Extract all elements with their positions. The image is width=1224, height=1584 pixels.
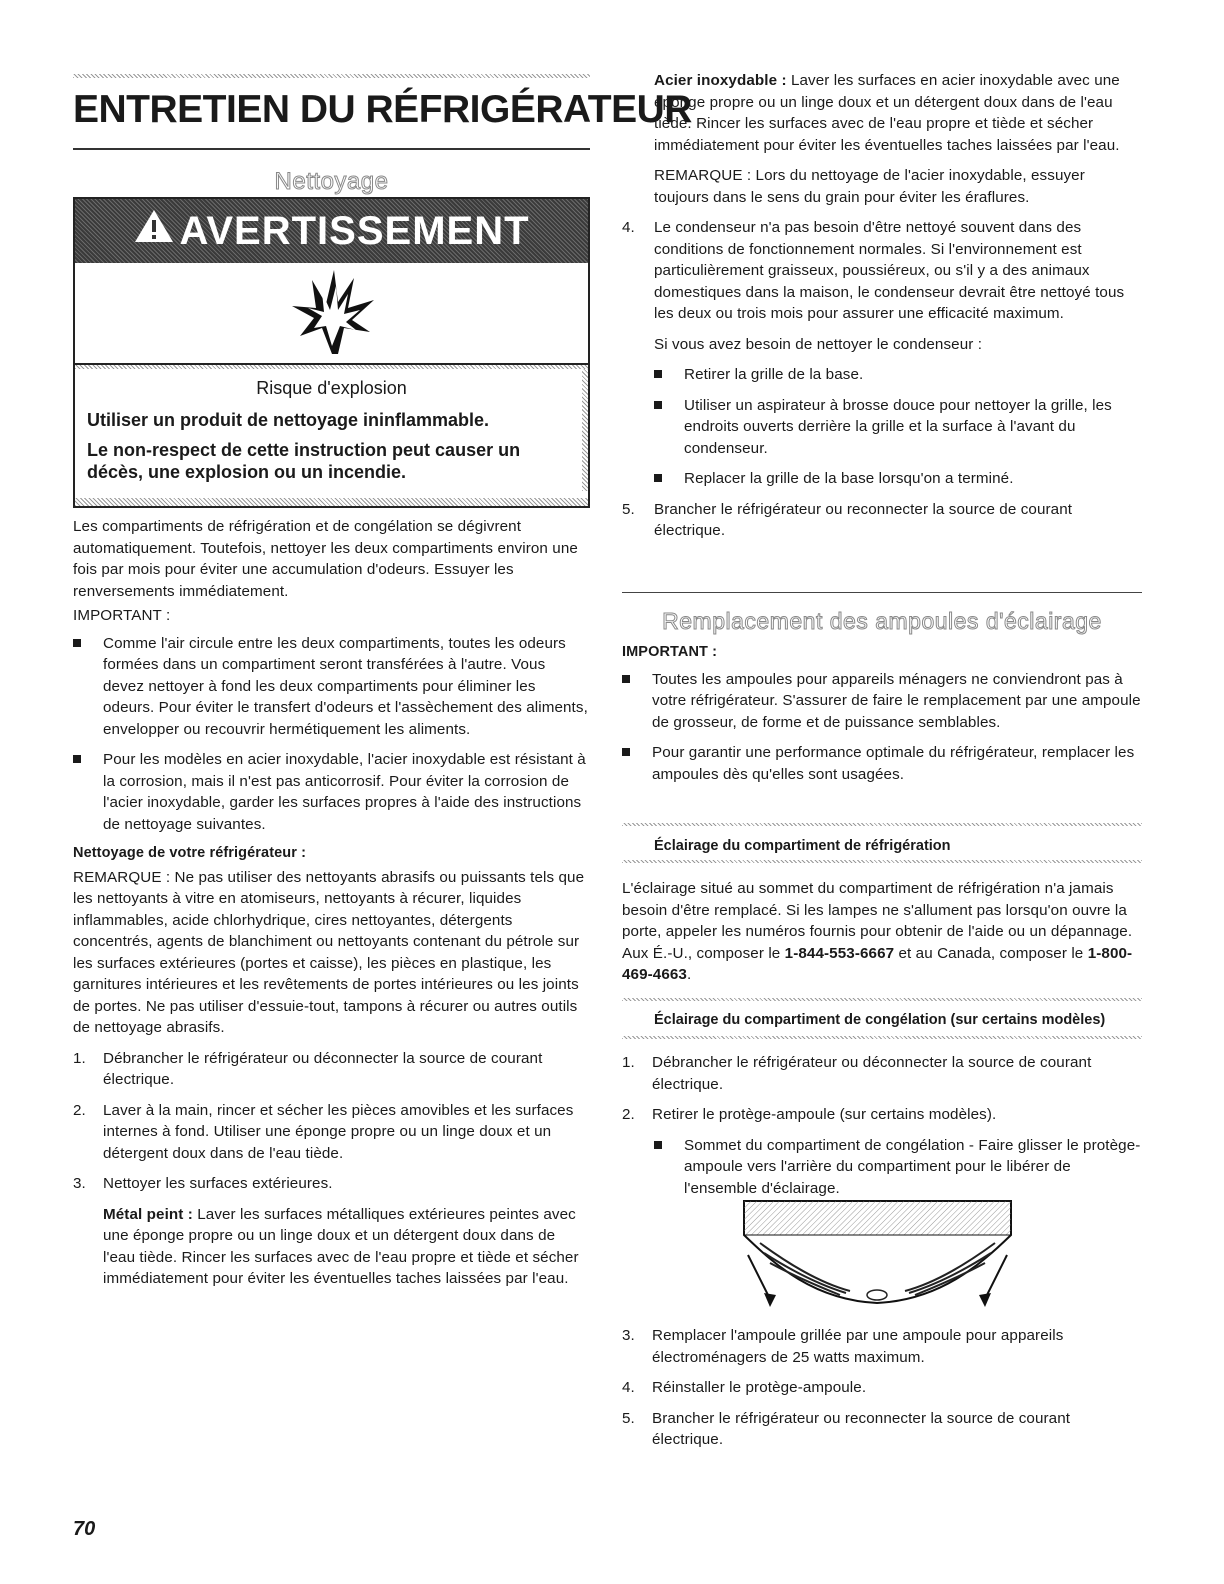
- warning-bottom-hatch: [75, 498, 588, 506]
- warning-line1: Utiliser un produit de nettoyage ininflammable.: [87, 410, 490, 430]
- metal-paragraph: [73, 1204, 590, 1290]
- bullet-text: Utiliser un aspirateur à brosse douce pour nettoyer la grille, les endroits ouverts derrière la grille et la surface à l'avant du condenseur.: [684, 396, 1112, 457]
- list-item: [622, 1325, 1142, 1368]
- list-item: [73, 633, 590, 741]
- list-item: [622, 669, 1142, 734]
- bullet-text: Pour garantir une performance optimale du réfrigérateur, remplacer les ampoules dès qu'elles sont usagées.: [652, 744, 1135, 783]
- list-item: [622, 742, 1142, 785]
- phone-us: 1-844-553-6667: [784, 944, 895, 962]
- step-number: 4.: [622, 1379, 635, 1396]
- step-number: 5.: [622, 1409, 635, 1427]
- warning-triangle-icon: [133, 208, 175, 254]
- warning-header: [75, 199, 588, 263]
- list-item: [622, 1377, 1142, 1399]
- step-number: 1.: [73, 1049, 86, 1067]
- fridge-light-text: L'éclairage situé au sommet du compartiment de réfrigération n'a jamais besoin d'être remplacé. Si les lampes ne s'allument pas lorsqu'on ouvre la porte, appeler les numéros fournis pour obtenir de l'aide ou un dépannage. Aux É.-U., composer le: [622, 880, 1133, 962]
- step-text: Débrancher le réfrigérateur ou déconnecter la source de courant électrique.: [103, 1049, 543, 1088]
- step-number: 1.: [622, 1054, 635, 1071]
- important-label: IMPORTANT :: [622, 644, 718, 660]
- freezer-light-rule-top: [622, 998, 1142, 1001]
- step-text: Remplacer l'ampoule grillée par une ampoule pour appareils électroménagers de 25 watts maximum.: [652, 1327, 1064, 1366]
- list-item: [73, 1048, 590, 1091]
- warning-line2: Le non-respect de cette instruction peut causer un décès, une explosion ou un incendie.: [87, 440, 521, 482]
- left-column: [73, 516, 590, 1290]
- warning-box: [73, 197, 590, 508]
- fridge-light-rule-bottom: [622, 860, 1142, 863]
- warning-header-text: AVERTISSEMENT: [179, 208, 530, 253]
- list-item: [622, 1408, 1142, 1451]
- light-cover-illustration: [740, 1195, 1015, 1310]
- section-divider: [622, 592, 1142, 593]
- condenseur-intro: Si vous avez besoin de nettoyer le condenseur :: [654, 335, 983, 353]
- step-number: 3.: [622, 1327, 635, 1344]
- bullet-text: Retirer la grille de la base.: [684, 366, 864, 383]
- list-item: [654, 1135, 1142, 1200]
- intro-paragraph: Les compartiments de réfrigération et de congélation se dégivrent automatiquement. Toutefois, nettoyer les deux compartiments environ une fois par mois pour éviter une accumulation d'odeurs. Essuyer les renversements immédiatement.: [73, 518, 578, 600]
- explosion-icon: [282, 266, 382, 361]
- bullet-text: Sommet du compartiment de congélation - Faire glisser le protège-ampoule vers l'arrière du compartiment pour le libérer de l'ensemble d'éclairage.: [684, 1136, 1141, 1197]
- step-number: 4.: [622, 219, 635, 236]
- freezer-light-heading: Éclairage du compartiment de congélation (sur certains modèles): [654, 1012, 1106, 1028]
- acier-remarque: REMARQUE : Lors du nettoyage de l'acier inoxydable, essuyer toujours dans le sens du grain pour éviter les éraflures.: [654, 167, 1085, 206]
- title-rule-top: [73, 74, 590, 78]
- bullet-text: Comme l'air circule entre les deux compartiments, toutes les odeurs formées dans un compartiment seront transférées à l'autre. Vous devez nettoyer à fond les deux compartiments pour éliminer les odeurs. Pour éviter le transfert d'odeurs et l'assèchement des aliments, envelopper ou recouvrir hermétiquement les aliments.: [103, 634, 588, 738]
- freezer-steps: [622, 1052, 1142, 1199]
- list-item: [73, 1173, 590, 1195]
- metal-label: Métal peint :: [103, 1205, 193, 1223]
- title-rule-bottom: [73, 148, 590, 150]
- list-item: [622, 499, 1142, 542]
- acier-text: Laver les surfaces en acier inoxydable avec une éponge propre ou un linge doux et un détergent doux dans de l'eau tiède. Rincer les surfaces avec de l'eau propre et tiède et sécher immédiatement pour éviter les éventuelles taches laissées par l'eau.: [654, 72, 1120, 154]
- list-item: [622, 217, 1142, 325]
- step-text: Réinstaller le protège-ampoule.: [652, 1379, 867, 1396]
- explosion-icon-area: [75, 263, 588, 363]
- list-item: [654, 364, 1142, 386]
- warning-side-hatch: [582, 369, 588, 491]
- step-text: Brancher le réfrigérateur ou reconnecter la source de courant électrique.: [652, 1409, 1071, 1448]
- step-number: 2.: [73, 1101, 86, 1119]
- list-item: [73, 1100, 590, 1165]
- right-column: [622, 70, 1142, 542]
- step-text: Débrancher le réfrigérateur ou déconnecter la source de courant électrique.: [652, 1054, 1092, 1093]
- right-column-bulbs: [622, 642, 1142, 785]
- acier-paragraph: [622, 70, 1142, 156]
- step-number: 2.: [622, 1106, 635, 1123]
- step-text: Le condenseur n'a pas besoin d'être nettoyé souvent dans des conditions de fonctionnement normales. Si l'environnement est particulièrement graisseux, poussiéreux, ou s'il y a des animaux domestiques dans la maison, le condenseur devrait être nettoyé tous les deux ou trois mois pour assurer une efficacité maximum.: [654, 219, 1125, 322]
- list-item: [622, 1104, 1142, 1126]
- fridge-light-text: .: [686, 966, 692, 983]
- cleaning-remarque: REMARQUE : Ne pas utiliser des nettoyants abrasifs ou puissants tels que les nettoyants à vitre en atomiseurs, nettoyants à récurer, liquides inflammables, acide chlorhydrique, cires nettoyantes, détergents concentrés, agents de blanchiment ou nettoyants contenant du pétrole sur les surfaces extérieures (portes et caisse), les pièces en plastique, les garnitures intérieures et les revêtements de portes intérieures ou les joints de portes. Ne pas utiliser d'essuie-tout, tampons à récurer ou autres outils de nettoyage abrasifs.: [73, 868, 585, 1036]
- bullet-text: Pour les modèles en acier inoxydable, l'acier inoxydable est résistant à la corrosion, mais il n'est pas anticorrosif. Pour éviter la corrosion de l'acier inoxydable, garder les surfaces propres à l'aide des instructions de nettoyage suivantes.: [103, 751, 586, 833]
- warning-text: [75, 369, 588, 491]
- phone-canada: 1-800-469-4663: [622, 944, 1133, 983]
- step-text: Laver à la main, rincer et sécher les pièces amovibles et les surfaces internes à fond. Utiliser une éponge propre ou un linge doux et un détergent doux dans de l'eau tiède.: [103, 1101, 574, 1162]
- warning-risk: Risque d'explosion: [256, 378, 407, 398]
- freezer-steps-2: [622, 1325, 1142, 1451]
- page-title: ENTRETIEN DU RÉFRIGÉRATEUR: [73, 88, 692, 131]
- cleaning-heading: Nettoyage de votre réfrigérateur :: [73, 845, 307, 861]
- list-item: [73, 749, 590, 835]
- step-number: 3.: [73, 1175, 86, 1192]
- freezer-light-rule-bottom: [622, 1036, 1142, 1039]
- step-text: Brancher le réfrigérateur ou reconnecter la source de courant électrique.: [654, 500, 1073, 539]
- page-number: 70: [73, 1518, 96, 1540]
- metal-text: Laver les surfaces métalliques extérieures peintes avec une éponge propre ou un linge doux et un détergent doux dans de l'eau tiède. Rincer les surfaces avec de l'eau propre et tiède et sécher immédiatement pour éviter les éventuelles taches laissées par l'eau.: [103, 1205, 579, 1287]
- fridge-light-rule-top: [622, 823, 1142, 826]
- step-number: 5.: [622, 500, 635, 518]
- section-title-bulbs: Remplacement des ampoules d'éclairage: [662, 608, 1102, 634]
- important-label: IMPORTANT :: [73, 607, 171, 624]
- step-text: Nettoyer les surfaces extérieures.: [103, 1175, 333, 1192]
- list-item: [654, 468, 1142, 490]
- list-item: [622, 1052, 1142, 1095]
- step-text: Retirer le protège-ampoule (sur certains modèles).: [652, 1106, 997, 1123]
- fridge-light-heading: Éclairage du compartiment de réfrigération: [654, 838, 951, 854]
- acier-label: Acier inoxydable :: [654, 72, 787, 89]
- list-item: [654, 395, 1142, 460]
- section-title-cleaning: Nettoyage: [274, 168, 389, 195]
- bullet-text: Toutes les ampoules pour appareils ménagers ne conviendront pas à votre réfrigérateur. S'assurer de faire le remplacement par une ampoule de grosseur, de forme et de puissance semblables.: [652, 670, 1141, 731]
- fridge-light-paragraph: [622, 878, 1142, 986]
- bullet-text: Replacer la grille de la base lorsqu'on a terminé.: [684, 470, 1014, 487]
- fridge-light-text: et au Canada, composer le: [894, 944, 1088, 962]
